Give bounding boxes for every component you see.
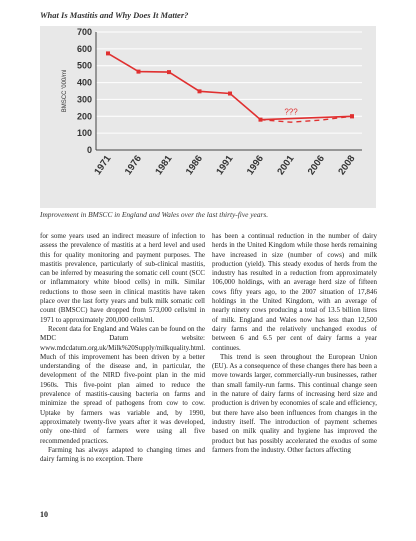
- left-column-paragraph: Recent data for England and Wales can be found on the MDC Datum website: www.mdcdatum.org.uk/Milk%20Supply/milkquality.html. Much of this improvement has been driven by a better understanding of the disease and, in particular, the development of the NIRD five-point plan in the mid 1960s. This five-point plan aimed to reduce the prevalence of mastitis-causing bacteria on farms and minimize the spread of pathogens from cow to cow. Uptake by farmers was variable and, by 1990, approximately twenty-five years after it was developed, only one-third of farmers were using all five recommended practices.: [40, 324, 206, 445]
- y-tick-label: 0: [86, 145, 92, 155]
- y-tick-label: 600: [76, 43, 92, 54]
- y-tick-label: 200: [76, 111, 92, 122]
- data-point: [167, 70, 171, 74]
- figure-caption: Improvement in BMSCC in England and Wales over the last thirty-five years.: [40, 210, 269, 219]
- running-head: What Is Mastitis and Why Does It Matter?: [40, 10, 189, 20]
- left-column-paragraph: for some years used an indirect measure of infection to assess the prevalence of mastitis at a herd level and used this for quality monitoring and payment purposes. The mastitis prevalence, particularly of sub-clinical mastitis, can be inferred by measuring the somatic cell count (SCC or inflammatory white blood cells) in milk. Similar reductions to those seen in clinical mastitis have taken place over the last forty years and bulk milk somatic cell count (BMSCC) have dropped from 573,000 cells/ml in 1971 to approximately 200,000 cells/ml.: [40, 232, 205, 324]
- uncertainty-annotation: ???: [284, 107, 298, 117]
- y-tick-label: 400: [76, 77, 92, 88]
- x-tick-label: 2006: [305, 153, 327, 178]
- left-column: [40, 232, 205, 464]
- right-column: [212, 232, 377, 455]
- y-tick-label: 500: [76, 60, 92, 71]
- y-axis-label: BMSCC '000/ml: [62, 69, 68, 113]
- x-tick-label: 1981: [153, 153, 175, 178]
- right-column-paragraph: This trend is seen throughout the European Union (EU). As a consequence of these changes there has been a move towards larger, commercially-run businesses, rather than small family-run farms. This continual change seen in the nature of dairy farms of increasing herd size and production is driven by economies of scale and efficiency, but there have also been influences from changes in the industry itself. The introduction of payment schemes based on milk quality and hygiene has improved the product but has possibly accelerated the exodus of some farmers from the industry. Other factors affecting: [212, 352, 377, 454]
- x-tick-label: 2001: [275, 153, 297, 178]
- data-point: [198, 89, 202, 93]
- y-tick-label: 300: [76, 94, 92, 105]
- x-tick-label: 1976: [122, 153, 144, 178]
- x-tick-label: 1971: [92, 153, 114, 178]
- data-point: [137, 70, 141, 74]
- x-tick-label: 1991: [214, 153, 236, 178]
- y-tick-label: 700: [76, 27, 92, 37]
- right-column-paragraph: has been a continual reduction in the number of dairy herds in the United Kingdom while those herds remaining have increased in size (number of cows) and milk production (yield). This steady exodus of herds from the industry has resulted in a reduction from approximately 106,000 holdings, with an average herd size of fifteen cows fifty years ago, to the 2007 situation of 17,846 holdings in the United Kingdom, with an average of nearly ninety cows producing a total of 13.5 billion litres of milk. England and Wales now has less than 12,500 dairy farms and the relatively unchanged exodus of between 6 and 6.5 per cent of dairy farms a year continues.: [212, 232, 377, 352]
- data-point: [350, 114, 354, 118]
- bmscc-chart-svg: [40, 26, 376, 208]
- x-tick-label: 1986: [183, 153, 205, 178]
- y-tick-label: 100: [76, 128, 92, 139]
- data-point: [106, 51, 110, 55]
- page-number: 10: [40, 510, 48, 519]
- data-point: [228, 92, 232, 96]
- x-tick-label: 2008: [336, 153, 358, 178]
- x-tick-label: 1996: [244, 153, 266, 178]
- bmscc-series-line: [108, 53, 352, 119]
- bmscc-chart: [40, 26, 376, 208]
- left-column-paragraph: Farming has always adapted to changing times and dairy farming is no exception. There: [40, 445, 205, 464]
